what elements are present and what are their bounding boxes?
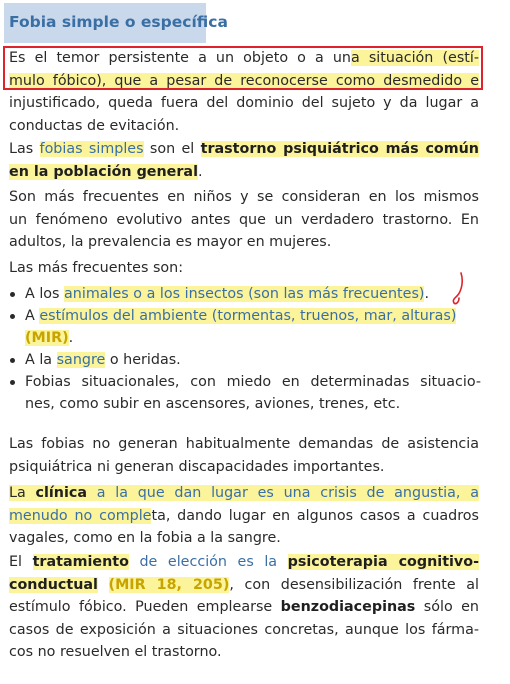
treatment-line-4: casos de exposición a situaciones concretas, aunque los fárma- (9, 621, 479, 638)
prevalence-line-2: en la población general. (9, 163, 203, 180)
definition-line-4: conductas de evitación. (9, 117, 180, 134)
treatment-line-3: estímulo fóbico. Pueden emplearse benzodiacepinas sólo en (9, 599, 479, 615)
demand-line-1: Las fobias no generan habitualmente demandas de asistencia (9, 436, 479, 452)
frequency-paragraph (9, 186, 479, 254)
treatment-line-1: El tratamiento de elección es la psicoterapia cognitivo- (9, 554, 479, 570)
treatment-line-2: conductual (MIR 18, 205), con desensibilización frente al (9, 576, 479, 593)
prevalence-paragraph (9, 138, 479, 183)
definition-line-1: Es el temor persistente a un objeto o a una situación (estí- (9, 50, 479, 66)
treatment-line-5: cos no resuelven el trastorno. (9, 644, 222, 660)
frequency-line-2: un fenómeno evolutivo antes que un verdadero trastorno. En (9, 211, 479, 228)
clinic-line-1: La clínica a la que dan lugar es una crisis de angustia, a (9, 485, 479, 501)
bullet-icon (10, 358, 15, 363)
definition-paragraph (9, 47, 479, 137)
phobia-list (9, 283, 481, 415)
demand-paragraph (9, 433, 479, 478)
list-item: A la sangre o heridas. (9, 349, 481, 371)
clinic-line-2: menudo no completa, dando lugar en algunos casos a cuadros (9, 507, 479, 524)
treatment-paragraph (9, 551, 479, 664)
list-intro: Las más frecuentes son: (9, 260, 184, 276)
bullet-icon (10, 314, 15, 319)
clinic-paragraph (9, 482, 479, 550)
prevalence-line-1: Las fobias simples son el trastorno psiquiátrico más común (9, 141, 479, 157)
clinic-line-3: vagales, como en la fobia a la sangre. (9, 530, 281, 546)
definition-line-2: mulo fóbico), que a pesar de reconocerse como desmedido e (9, 72, 479, 89)
demand-line-2: psiquiátrica ni generan discapacidades importantes. (9, 458, 385, 475)
bullet-icon (10, 380, 15, 385)
definition-line-3: injustificado, queda fuera del dominio del sujeto y da lugar a (9, 95, 479, 111)
handwritten-check-icon (447, 272, 477, 306)
section-title: Fobia simple o específica (9, 13, 228, 31)
list-item: A los animales o a los insectos (son las más frecuentes). (9, 283, 481, 305)
frequency-line-3: adultos, la prevalencia es mayor en mujeres. (9, 234, 332, 250)
list-item: A estímulos del ambiente (tormentas, truenos, mar, alturas) (MIR). (9, 305, 481, 349)
bullet-icon (10, 292, 15, 297)
frequency-line-1: Son más frecuentes en niños y se consideran en los mismos (9, 189, 479, 205)
list-item: Fobias situacionales, con miedo en determinadas situacio- nes, como subir en ascensores, aviones, trenes, etc. (9, 371, 481, 415)
